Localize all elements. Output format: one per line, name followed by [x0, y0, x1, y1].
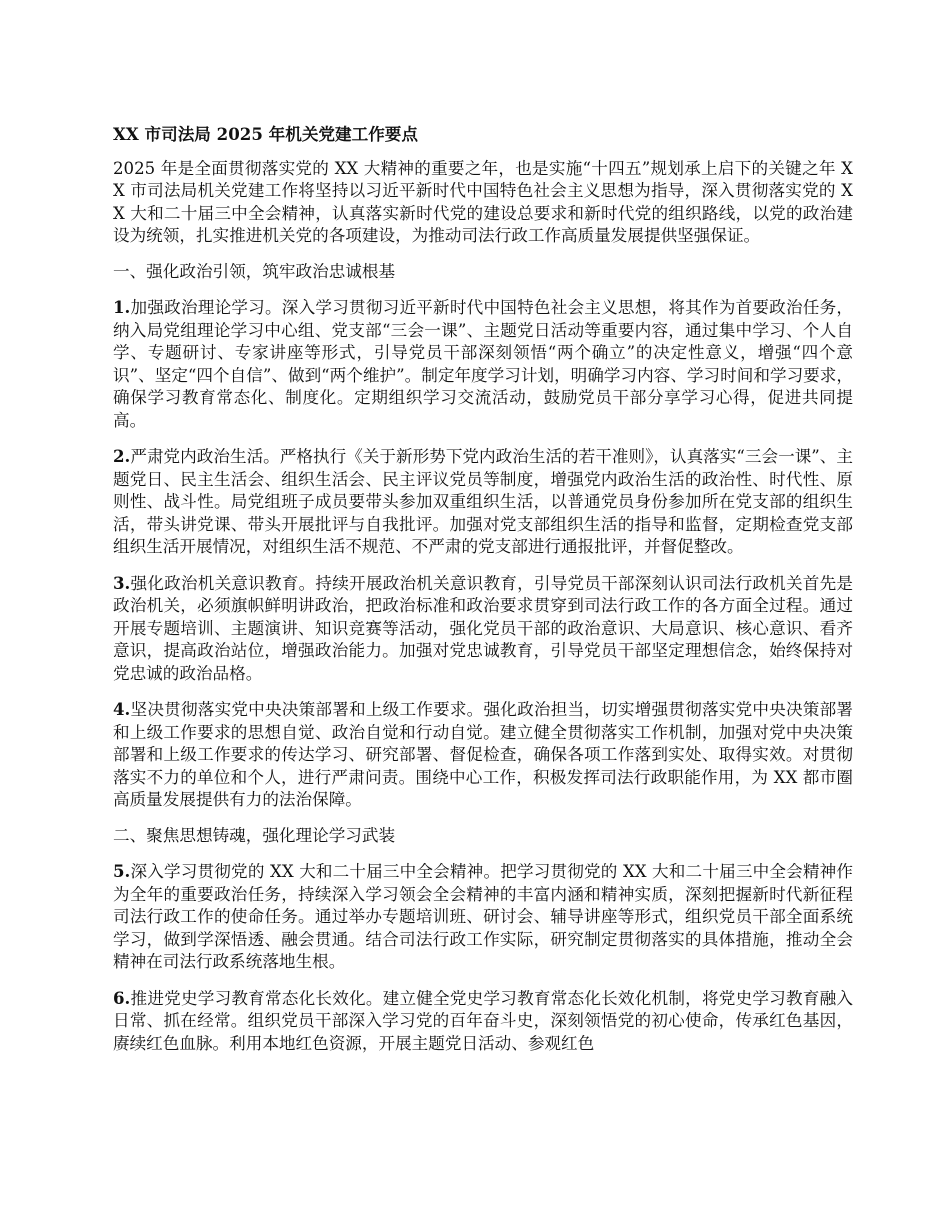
item-text: 坚决贯彻落实党中央决策部署和上级工作要求。强化政治担当，切实增强贯彻落实党中央决策部署和上级工作要求的思想自觉、政治自觉和行动自觉。建立健全贯彻落实工作机制，加强对党中央决策部署和上级工作要求的传达学习、研究部署、督促检查，确保各项工作落到实处、取得实效。对贯彻落实不力的单位和个人，进行严肃问责。围绕中心工作，积极发挥司法行政职能作用，为 XX 都市圈高质量发展提供有力的法治保障。: [113, 700, 853, 809]
item-text: 深入学习贯彻党的 XX 大和二十届三中全会精神。把学习贯彻党的 XX 大和二十届三中全会精神作为全年的重要政治任务，持续深入学习领会全会精神的丰富内涵和精神实质，深刻把握新时代新征程司法行政工作的使命任务。通过举办专题培训班、研讨会、辅导讲座等形式，组织党员干部全面系统学习，做到学深悟透、融会贯通。结合司法行政工作实际，研究制定贯彻落实的具体措施，推动全会精神在司法行政系统落地生根。: [113, 862, 853, 971]
item-number: 4.: [113, 699, 131, 719]
document-title: XX 市司法局 2025 年机关党建工作要点: [113, 124, 418, 144]
list-item: [113, 445, 853, 559]
item-text: 严肃党内政治生活。严格执行《关于新形势下党内政治生活的若干准则》，认真落实“三会一课”、主题党日、民主生活会、组织生活会、民主评议党员等制度，增强党内政治生活的政治性、时代性、原则性、战斗性。局党组班子成员要带头参加双重组织生活，以普通党员身份参加所在党支部的组织生活，带头讲党课、带头开展批评与自我批评。加强对党支部组织生活的指导和监督，定期检查党支部组织生活开展情况，对组织生活不规范、不严肃的党支部进行通报批评，并督促整改。: [113, 447, 853, 556]
section-heading: 一、强化政治引领，筑牢政治忠诚根基: [113, 261, 396, 281]
item-text: 推进党史学习教育常态化长效化。建立健全党史学习教育常态化长效化机制，将党史学习教育融入日常、抓在经常。组织党员干部深入学习党的百年奋斗史，深刻领悟党的初心使命，传承红色基因，赓续红色血脉。利用本地红色资源，开展主题党日活动、参观红色: [113, 988, 853, 1053]
list-item: [113, 987, 853, 1056]
item-number: 3.: [113, 572, 131, 593]
list-item: [113, 698, 853, 812]
item-number: 2.: [113, 446, 131, 466]
item-number: 5.: [113, 861, 131, 881]
item-number: 1.: [113, 297, 131, 317]
list-item: [113, 572, 853, 686]
item-number: 6.: [113, 987, 131, 1008]
section-heading: 二、聚焦思想铸魂，强化理论学习武装: [113, 825, 396, 845]
list-item: [113, 296, 853, 432]
item-text: 强化政治机关意识教育。持续开展政治机关意识教育，引导党员干部深刻认识司法行政机关首先是政治机关，必须旗帜鲜明讲政治，把政治标准和政治要求贯穿到司法行政工作的各方面全过程。通过开展专题培训、主题演讲、知识竞赛等活动，强化党员干部的政治意识、大局意识、核心意识、看齐意识，提高政治站位，增强政治能力。加强对党忠诚教育，引导党员干部坚定理想信念，始终保持对党忠诚的政治品格。: [113, 573, 853, 683]
item-text: 加强政治理论学习。深入学习贯彻习近平新时代中国特色社会主义思想，将其作为首要政治任务，纳入局党组理论学习中心组、党支部“三会一课”、主题党日活动等重要内容，通过集中学习、个人自学、专题研讨、专家讲座等形式，引导党员干部深刻领悟“两个确立”的决定性意义，增强“四个意识”、坚定“四个自信”、做到“两个维护”。制定年度学习计划，明确学习内容、学习时间和学习要求，确保学习教育常态化、制度化。定期组织学习交流活动，鼓励党员干部分享学习心得，促进共同提高。: [113, 298, 853, 430]
document-page: [113, 123, 853, 1068]
list-item: [113, 860, 853, 974]
intro-paragraph: 2025 年是全面贯彻落实党的 XX 大精神的重要之年，也是实施“十四五”规划承上启下的关键之年 XX 市司法局机关党建工作将坚持以习近平新时代中国特色社会主义思想为指导，深入贯彻落实党的 XX 大和二十届三中全会精神，认真落实新时代党的建设总要求和新时代党的组织路线，以党的政治建设为统领，扎实推进机关党的各项建设，为推动司法行政工作高质量发展提供坚强保证。: [113, 158, 853, 245]
